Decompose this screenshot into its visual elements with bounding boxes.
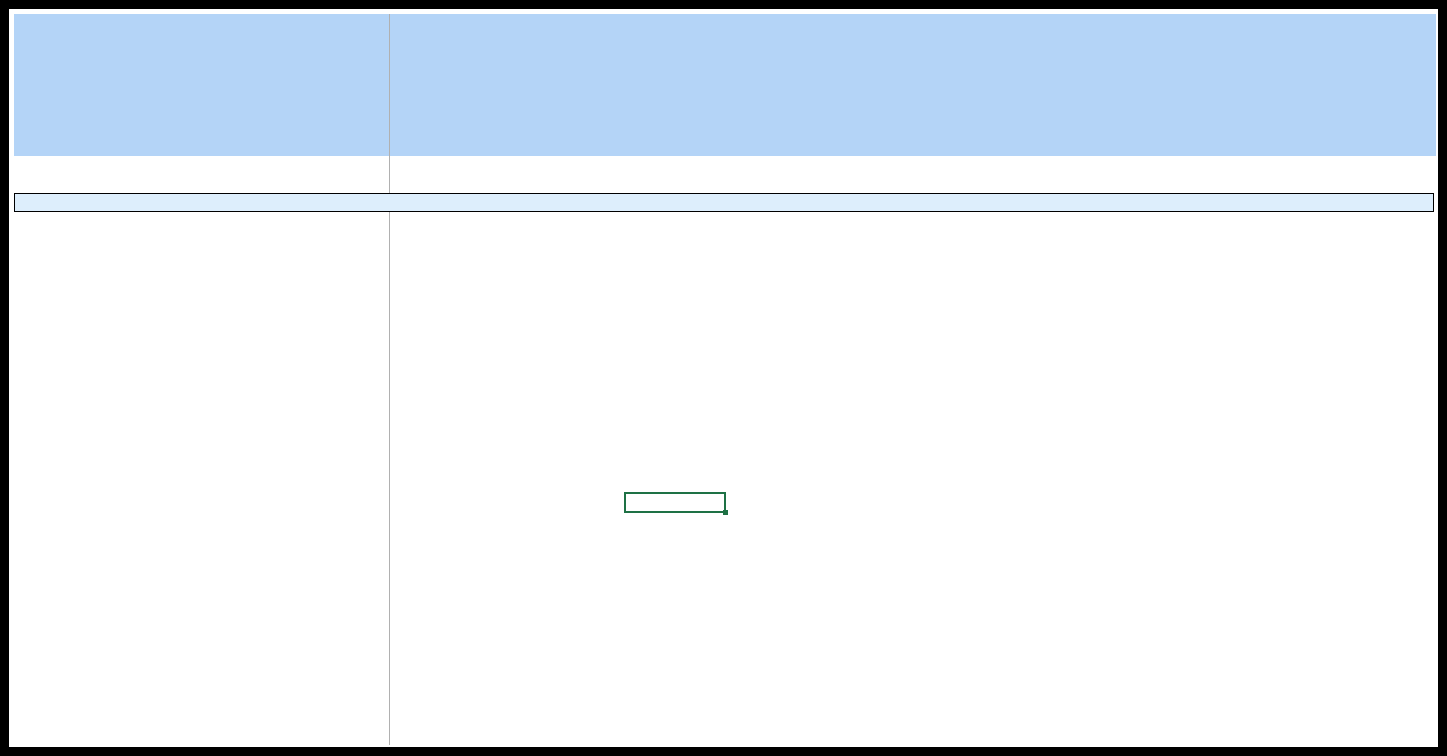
income-statement-bar: [14, 193, 1434, 212]
label-column-divider: [389, 14, 390, 746]
selected-cell[interactable]: [624, 492, 726, 513]
spreadsheet-window: [9, 9, 1438, 747]
header-band: [14, 14, 1437, 156]
spreadsheet-grid[interactable]: [14, 14, 1437, 746]
fill-handle[interactable]: [723, 510, 728, 515]
